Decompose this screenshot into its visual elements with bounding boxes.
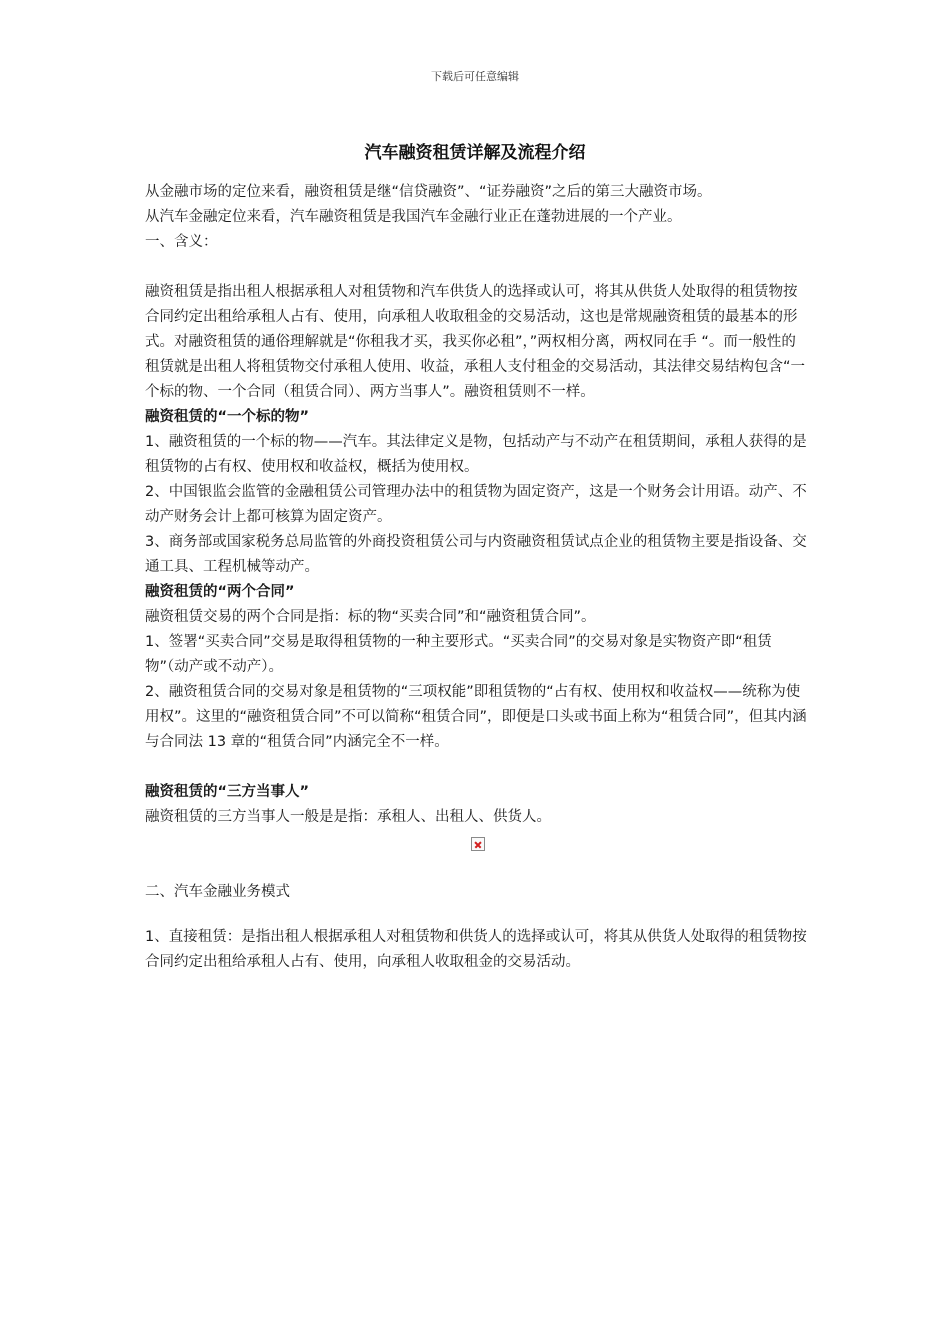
document-body	[145, 180, 810, 975]
blank-line	[145, 860, 810, 880]
document-title: 汽车融资租赁详解及流程介绍	[364, 143, 586, 163]
subject-item-1: 1、融资租赁的一个标的物——汽车。其法律定义是物，包括动产与不动产在租赁期间，承租人获得的是租赁物的占有权、使用权和收益权，概括为使用权。	[145, 434, 807, 475]
intro-paragraph-1: 从金融市场的定位来看，融资租赁是继“信贷融资”、“证券融资”之后的第三大融资市场。	[145, 184, 712, 200]
intro-paragraph-2: 从汽车金融定位来看，汽车融资租赁是我国汽车金融行业正在蓬勃进展的一个产业。	[145, 209, 682, 225]
definition-paragraph: 融资租赁是指出租人根据承租人对租赁物和汽车供货人的选择或认可，将其从供货人处取得的租赁物按合同约定出租给承租人占有、使用，向承租人收取租金的交易活动，这也是常规融资租赁的最基本的形式。对融资租赁的通俗理解就是“你租我才买，我买你必租”，”两权相分离，两权同在手 “。而一般性的租赁就是出租人将租赁物交付承租人使用、收益，承租人支付租金的交易活动，其法律交易结构包含“一个标的物、一个合同（租赁合同）、两方当事人”。融资租赁则不一样。	[145, 284, 806, 400]
header-note: 下载后可任意编辑	[431, 70, 519, 83]
section-1-heading: 一、含义：	[145, 234, 218, 250]
section-2-item-1: 1、直接租赁：是指出租人根据承租人对租赁物和供货人的选择或认可，将其从供货人处取得的租赁物按合同约定出租给承租人占有、使用，向承租人收取租金的交易活动。	[145, 929, 807, 970]
contracts-item-2: 2、融资租赁合同的交易对象是租赁物的“三项权能”即租赁物的“占有权、使用权和收益权——统称为使用权”。这里的“融资租赁合同”不可以简称“租赁合同”，即便是口头或书面上称为“租赁合同”，但其内涵与合同法 13 章的“租赁合同”内涵完全不一样。	[145, 684, 807, 750]
blank-line	[145, 905, 810, 925]
contracts-item-1: 1、签署“买卖合同”交易是取得租赁物的一种主要形式。“买卖合同”的交易对象是实物资产即“租赁物”（动产或不动产）。	[145, 634, 772, 675]
parties-text: 融资租赁的三方当事人一般是是指：承租人、出租人、供货人。	[145, 809, 551, 825]
blank-line	[145, 755, 810, 780]
contracts-item-0: 融资租赁交易的两个合同是指：标的物“买卖合同”和“融资租赁合同”。	[145, 609, 596, 625]
broken-image-icon	[471, 837, 485, 851]
blank-line	[145, 255, 810, 280]
parties-heading: 融资租赁的“三方当事人”	[145, 784, 310, 800]
section-2-heading: 二、汽车金融业务模式	[145, 884, 290, 900]
subject-item-3: 3、商务部或国家税务总局监管的外商投资租赁公司与内资融资租赁试点企业的租赁物主要是指设备、交通工具、工程机械等动产。	[145, 534, 807, 575]
image-placeholder	[145, 830, 810, 860]
contracts-heading: 融资租赁的“两个合同”	[145, 584, 295, 600]
subject-item-2: 2、中国银监会监管的金融租赁公司管理办法中的租赁物为固定资产，这是一个财务会计用语。动产、不动产财务会计上都可核算为固定资产。	[145, 484, 807, 525]
subject-heading: 融资租赁的“一个标的物”	[145, 409, 310, 425]
